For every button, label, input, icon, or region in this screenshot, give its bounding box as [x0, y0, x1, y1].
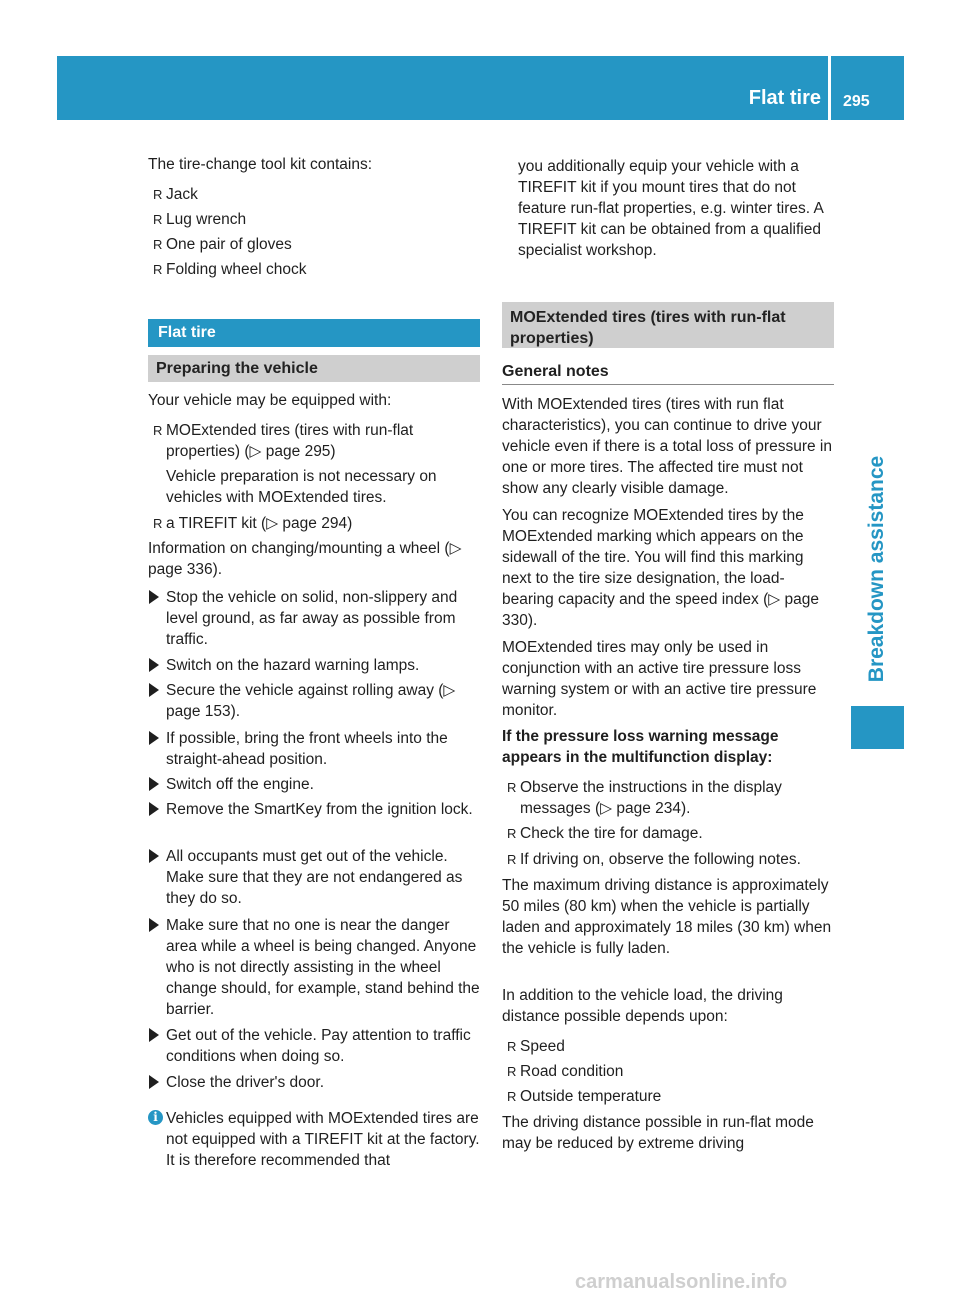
header-separator [828, 56, 831, 120]
section-heading: Flat tire [148, 319, 480, 347]
paragraph: With MOExtended tires (tires with run flat characteristics), you can continue to drive your vehicle even if there is a total loss of pressure in one or more tires. The affected tire must not show any clearly visible damage. [502, 396, 832, 497]
equip-note: Vehicle preparation is not necessary on vehicles with MOExtended tires. [166, 468, 437, 506]
info-line: Information on changing/mounting a wheel (▷ page 336). [148, 540, 462, 578]
header-bar [57, 56, 904, 120]
bullet-icon: R [153, 516, 163, 531]
general-notes-heading: General notes [502, 361, 834, 385]
side-tab [851, 444, 903, 694]
arrow-step-icon [148, 917, 160, 933]
page-number: 295 [843, 93, 870, 110]
arrow-step-icon [148, 801, 160, 817]
side-tab-block [851, 706, 904, 749]
arrow-step-icon [148, 1027, 160, 1043]
header-title: Flat tire [748, 87, 821, 109]
warning-heading: If the pressure loss warning message appears in the multifunction display: [502, 728, 779, 766]
arrow-step-icon [148, 682, 160, 698]
bullet-icon: R [507, 826, 517, 841]
arrow-step-icon [148, 730, 160, 746]
bullet-icon: R [153, 423, 163, 438]
equipped-intro: Your vehicle may be equipped with: [148, 392, 392, 409]
paragraph: The driving distance possible in run-flat mode may be reduced by extreme driving [502, 1114, 814, 1152]
bullet-icon: R [507, 780, 517, 795]
bullet-icon: R [507, 852, 517, 867]
arrow-step-icon [148, 589, 160, 605]
bullet-icon: R [507, 1039, 517, 1054]
bullet-icon: R [153, 187, 163, 202]
watermark: carmanualsonline.info [575, 1271, 788, 1293]
paragraph: MOExtended tires may only be used in conjunction with an active tire pressure loss warning system or with an active tire pressure monitor. [502, 639, 817, 719]
side-tab-label: Breakdown assistance [865, 455, 888, 683]
paragraph: You can recognize MOExtended tires by the MOExtended marking which appears on the sidewall of the tire. You will find this marking next to the tire size designation, the load-bearing capacity and the speed index (▷ page 330). [502, 507, 819, 629]
section-heading-moextended: MOExtended tires (tires with run-flat properties) [502, 302, 834, 348]
kit-intro: The tire-change tool kit contains: [148, 156, 373, 173]
info-icon: i [148, 1110, 163, 1125]
paragraph: The maximum driving distance is approximately 50 miles (80 km) when the vehicle is partially laden and approximately 18 miles (30 km) when the vehicle is fully laden. [502, 877, 832, 957]
arrow-step-icon [148, 1074, 160, 1090]
subsection-heading: Preparing the vehicle [148, 355, 480, 382]
bullet-icon: R [507, 1089, 517, 1104]
arrow-step-icon [148, 776, 160, 792]
arrow-step-icon [148, 848, 160, 864]
bullet-icon: R [153, 237, 163, 252]
bullet-icon: R [507, 1064, 517, 1079]
paragraph: In addition to the vehicle load, the driving distance possible depends upon: [502, 987, 783, 1025]
bullet-icon: R [153, 262, 163, 277]
arrow-step-icon [148, 657, 160, 673]
bullet-icon: R [153, 212, 163, 227]
continuation-text: you additionally equip your vehicle with a TIREFIT kit if you mount tires that do not feature run-flat properties, e.g. winter tires. A TIREFIT kit can be obtained from a qualified specialist workshop. [518, 158, 823, 259]
